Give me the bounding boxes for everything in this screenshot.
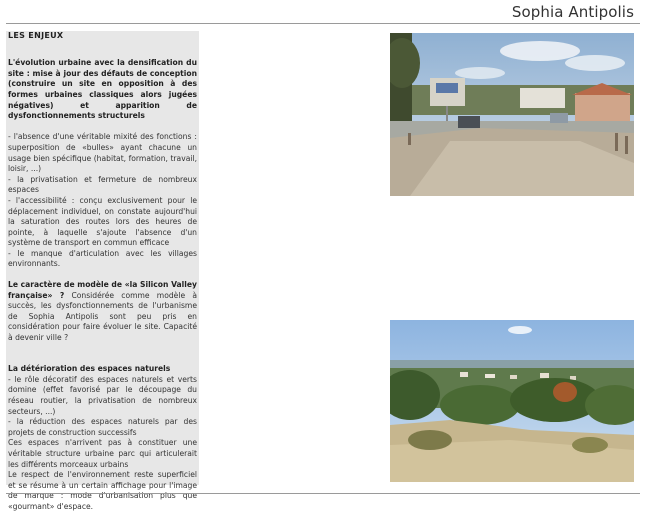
paragraph-title: La détérioration des espaces naturels: [8, 364, 171, 374]
paragraph-body: - l'absence d'une véritable mixité des fonctions : superposition de «bulles» ayant chacune un usage bien spécifique (habitat, formation, travail, loisir, ...) - la privatisation et fermeture de nombreux espaces - l'accessibilité : conçu exclusivement pour le déplacement individuel, on constate aujourd'hui la saturation des routes lors des heures de pointe, à laquelle s'ajoute l'absence d'un système de transport en commun efficace - le manque d'articulation avec les villages environnants.: [8, 132, 197, 269]
paragraph-body: Considérée comme modèle à succès, les dysfonctionnements de l'urbanisme de Sophia Antipolis sont peu pris en considération pour faire évoluer le site. Capacité à devenir ville ?: [8, 290, 197, 343]
paragraph-title: Le caractère de modèle de «la Silicon Valley française» ?: [8, 280, 197, 300]
photo-hillside-landscape-image: [390, 320, 634, 482]
paragraph-title: L'évolution urbaine avec la densification du site : mise à jour des défauts de conception (construire un site en opposition à des formes urbaines classiques alors jugées négatives) et apparition de dysfonctionnements structurels: [8, 58, 197, 121]
photo-hillside-landscape: [390, 320, 634, 482]
paragraph-natural-spaces: [8, 354, 197, 513]
text-column: [8, 31, 197, 523]
photo-road-entrance-image: [390, 33, 634, 196]
photo-road-entrance: [390, 33, 634, 196]
paragraph-urban-evolution: [8, 48, 197, 270]
page-title: Sophia Antipolis: [511, 3, 634, 21]
section-heading: LES ENJEUX: [8, 31, 64, 40]
paragraph-body: - le rôle décoratif des espaces naturels et verts domine (effet favorisé par le découpage du réseau routier, la privatisation de nombreux secteurs, ...) - la réduction des espaces naturels par des projets de construction successifs Ces espaces n'arrivent pas à constituer une véritable structure urbaine parc qui articulerait les différents morceaux urbains Le respect de l'environnement reste superficiel et se résume à un certain affichage pour l'image de marque : mode d'urbanisation plus que «gourmant» d'espace.: [8, 374, 197, 511]
paragraph-silicon-valley: [8, 280, 197, 344]
footer-divider: [6, 493, 640, 494]
header-divider: [6, 23, 640, 24]
